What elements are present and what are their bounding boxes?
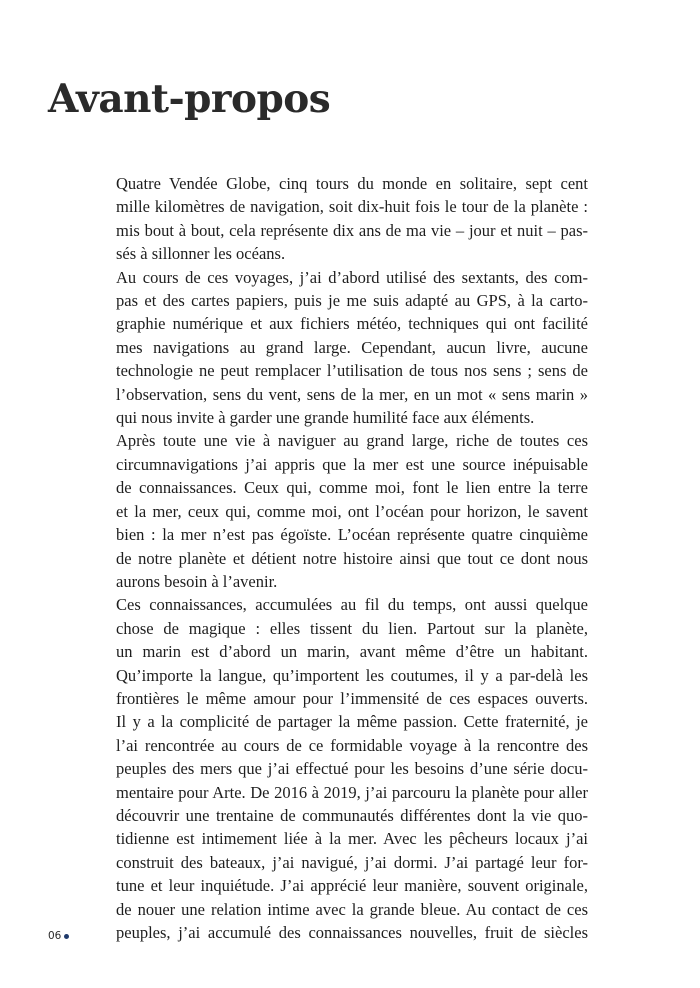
text-line: de notre planète et détient notre histoire ainsi que tout ce dont nous (116, 548, 588, 568)
page-number: 06 (48, 930, 62, 942)
text-line: un marin est d’abord un marin, avant même d’être un habitant. (116, 642, 588, 662)
text-line: Au cours de ces voyages, j’ai d’abord utilisé des sextants, des com- (116, 267, 588, 287)
text-line: l’observation, sens du vent, sens de la mer, en un mot « sens marin » (116, 384, 588, 404)
text-line: Après toute une vie à naviguer au grand large, riche de toutes ces (116, 431, 588, 451)
bullet-dot-icon (64, 934, 69, 939)
text-line: de nouer une relation intime avec la grande bleue. Au contact de ces (116, 899, 588, 919)
text-line: tidienne est intimement liée à la mer. Avec les pêcheurs locaux j’ai (116, 829, 588, 849)
text-line: et la mer, ceux qui, comme moi, ont l’océan pour horizon, le savent (116, 501, 588, 521)
text-line: l’ai rencontrée au cours de ce formidable voyage à la rencontre des (116, 735, 588, 755)
text-line: peuples des mers que j’ai effectué pour les besoins d’une série docu- (116, 759, 588, 779)
paragraph-4 (116, 593, 588, 944)
text-line: pas et des cartes papiers, puis je me suis adapté au GPS, à la carto- (116, 291, 588, 311)
text-line: chose de magique : elles tissent du lien. Partout sur la planète, (116, 618, 588, 638)
text-line: mille kilomètres de navigation, soit dix-huit fois le tour de la planète : (116, 197, 588, 217)
page-title: Avant-propos (48, 76, 331, 122)
text-line: tune et leur inquiétude. J’ai apprécié leur manière, souvent originale, (116, 876, 588, 896)
text-line: aurons besoin à l’avenir. (116, 571, 278, 591)
text-line: mes navigations au grand large. Cependant, aucun livre, aucune (116, 337, 588, 357)
text-line: bien : la mer n’est pas égoïste. L’océan représente quatre cinquième (116, 525, 588, 545)
paragraph-1 (116, 172, 588, 266)
text-line: mis bout à bout, cela représente dix ans de ma vie – jour et nuit – pas- (116, 220, 588, 240)
text-line: peuples, j’ai accumulé des connaissances nouvelles, fruit de siècles (116, 923, 588, 942)
text-line: de connaissances. Ceux qui, comme moi, font le lien entre la terre (116, 478, 588, 498)
text-line: Qu’importe la langue, qu’importent les coutumes, il y a par-delà les (116, 665, 588, 685)
page-footer (48, 930, 69, 942)
text-line: Ces connaissances, accumulées au fil du temps, ont aussi quelque (116, 595, 588, 615)
text-line: Quatre Vendée Globe, cinq tours du monde en solitaire, sept cent (116, 174, 588, 193)
text-line: mentaire pour Arte. De 2016 à 2019, j’ai parcouru la planète pour aller (116, 782, 588, 802)
paragraph-3 (116, 429, 588, 593)
text-line: frontières le même amour pour l’immensité de ces espaces ouverts. (116, 688, 588, 708)
body-text (116, 172, 588, 944)
text-line: sés à sillonner les océans. (116, 244, 286, 264)
text-line: construit des bateaux, j’ai navigué, j’ai dormi. J’ai partagé leur for- (116, 852, 588, 872)
text-line: qui nous invite à garder une grande humilité face aux éléments. (116, 408, 535, 428)
paragraph-2 (116, 266, 588, 430)
text-line: graphie numérique et aux fichiers météo, techniques qui ont facilité (116, 314, 588, 334)
text-line: circumnavigations j’ai appris que la mer est une source inépuisable (116, 454, 588, 474)
text-line: technologie ne peut remplacer l’utilisation de tous nos sens ; sens de (116, 361, 588, 381)
text-line: découvrir une trentaine de communautés différentes dont la vie quo- (116, 805, 588, 825)
text-line: Il y a la complicité de partager la même passion. Cette fraternité, je (116, 712, 588, 732)
